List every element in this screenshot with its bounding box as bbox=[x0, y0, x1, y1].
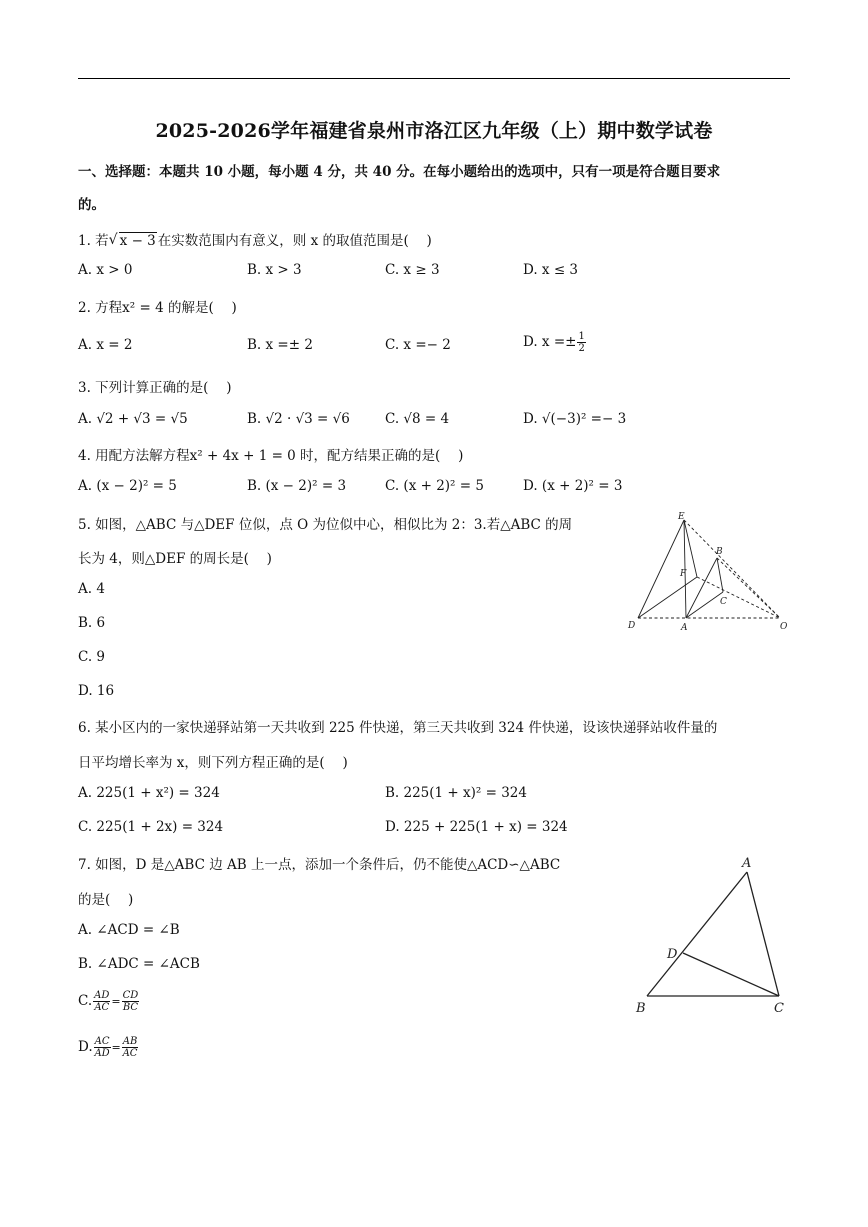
line-BO bbox=[717, 558, 780, 618]
q5-stem-line1: 5. 如图，△ABC 与△DEF 位似，点 O 为位似中心，相似比为 2：3.若△ABC 的周 bbox=[78, 517, 573, 533]
header-rule bbox=[78, 78, 790, 79]
q1-option-c[interactable]: C. x ≥ 3 bbox=[385, 262, 440, 278]
q4-option-c[interactable]: C. (x + 2)² = 5 bbox=[385, 478, 484, 494]
q1-option-b[interactable]: B. x > 3 bbox=[247, 262, 302, 278]
line-EO bbox=[684, 520, 780, 618]
label-D: D bbox=[667, 947, 678, 962]
q4-equation: x² + 4x + 1 = 0 bbox=[189, 448, 296, 464]
label-A: A bbox=[742, 856, 752, 871]
q1-option-a[interactable]: A. x > 0 bbox=[78, 262, 133, 278]
q2-d-fraction: $\frac{1}{2}$ bbox=[578, 331, 585, 354]
page-title: 2025-2026学年福建省泉州市洛江区九年级（上）期中数学试卷 bbox=[155, 120, 713, 142]
q6-stem-line1: 6. 某小区内的一家快递驿站第一天共收到 225 件快递，第三天共收到 324 件快递，设该快递驿站收件量的 bbox=[78, 720, 718, 736]
q5-figure bbox=[620, 508, 800, 636]
q6-option-b[interactable]: B. 225(1 + x)² = 324 bbox=[385, 785, 527, 801]
q7-option-c[interactable]: C. $\frac{AD}{AC}$ = $\frac{CD}{BC}$ bbox=[78, 990, 139, 1013]
q5-stem-line2: 长为 4，则△DEF 的周长是( ) bbox=[78, 551, 272, 567]
q7-option-b[interactable]: B. ∠ADC = ∠ACB bbox=[78, 956, 200, 972]
line-FO bbox=[697, 577, 780, 618]
line-ED bbox=[638, 520, 684, 618]
q6-stem-line2: 日平均增长率为 x，则下列方程正确的是( ) bbox=[78, 755, 348, 771]
q3-option-c[interactable]: C. √8 = 4 bbox=[385, 411, 450, 427]
q5-option-c[interactable]: C. 9 bbox=[78, 649, 106, 665]
q5-option-b[interactable]: B. 6 bbox=[78, 615, 106, 631]
q7-stem-line1: 7. 如图，D 是△ABC 边 AB 上一点，添加一个条件后，仍不能使△ACD∽△ABC bbox=[78, 857, 561, 873]
q7-stem-line2: 的是( ) bbox=[78, 892, 134, 908]
label-F: F bbox=[680, 569, 687, 579]
line-DF bbox=[638, 577, 697, 618]
q5-option-d[interactable]: D. 16 bbox=[78, 683, 115, 699]
section-heading: 一、选择题：本题共 10 小题，每小题 4 分，共 40 分。在每小题给出的选项中，只有一项是符合题目要求 bbox=[78, 164, 721, 180]
side-AB bbox=[647, 872, 747, 996]
q6-option-d[interactable]: D. 225 + 225(1 + x) = 324 bbox=[385, 819, 568, 835]
q4-stem: 4. 用配方法解方程x² + 4x + 1 = 0 时，配方结果正确的是( ) bbox=[78, 448, 464, 464]
q2-option-b[interactable]: B. x =± 2 bbox=[247, 337, 313, 353]
label-A: A bbox=[681, 623, 688, 633]
q6-option-c[interactable]: C. 225(1 + 2x) = 324 bbox=[78, 819, 224, 835]
label-C: C bbox=[774, 1001, 784, 1016]
q1-stem bbox=[78, 229, 432, 249]
q2-equation: x² = 4 bbox=[122, 300, 164, 316]
label-D: D bbox=[628, 621, 636, 631]
q3-option-b[interactable]: B. √2 · √3 = √6 bbox=[247, 411, 350, 427]
q1-option-d[interactable]: D. x ≤ 3 bbox=[523, 262, 579, 278]
q3-option-a[interactable]: A. √2 + √3 = √5 bbox=[78, 411, 188, 427]
q5-option-a[interactable]: A. 4 bbox=[78, 581, 105, 597]
line-AC bbox=[686, 592, 723, 618]
q4-option-b[interactable]: B. (x − 2)² = 3 bbox=[247, 478, 347, 494]
q4-option-d[interactable]: D. (x + 2)² = 3 bbox=[523, 478, 623, 494]
line-BA bbox=[686, 558, 717, 618]
label-O: O bbox=[780, 622, 788, 632]
segment-DC bbox=[683, 953, 779, 996]
q2-option-c[interactable]: C. x =− 2 bbox=[385, 337, 451, 353]
q4-option-a[interactable]: A. (x − 2)² = 5 bbox=[78, 478, 177, 494]
label-C: C bbox=[720, 597, 727, 607]
q7-option-d[interactable]: D. $\frac{AC}{AD}$ = $\frac{AB}{AC}$ bbox=[78, 1036, 138, 1059]
q7-option-a[interactable]: A. ∠ACD = ∠B bbox=[78, 922, 180, 938]
section-heading-cont: 的。 bbox=[78, 197, 105, 213]
q2-option-a[interactable]: A. x = 2 bbox=[78, 337, 133, 353]
side-AC bbox=[747, 872, 779, 996]
q2-option-d[interactable]: D. x =± $\frac{1}{2}$ bbox=[523, 331, 585, 354]
q2-stem: 2. 方程x² = 4 的解是( ) bbox=[78, 300, 237, 316]
q3-option-d[interactable]: D. √(−3)² =− 3 bbox=[523, 411, 627, 427]
q1-pre: 1. 若 bbox=[78, 233, 109, 249]
q6-option-a[interactable]: A. 225(1 + x²) = 324 bbox=[78, 785, 220, 801]
q1-radical: √ x − 3 bbox=[109, 233, 157, 249]
label-B: B bbox=[716, 547, 723, 557]
label-E: E bbox=[678, 512, 685, 522]
q3-stem: 3. 下列计算正确的是( ) bbox=[78, 380, 232, 396]
q7-figure bbox=[625, 850, 795, 1020]
q1-post: 在实数范围内有意义，则 x 的取值范围是( ) bbox=[157, 233, 432, 249]
label-B: B bbox=[636, 1001, 646, 1016]
